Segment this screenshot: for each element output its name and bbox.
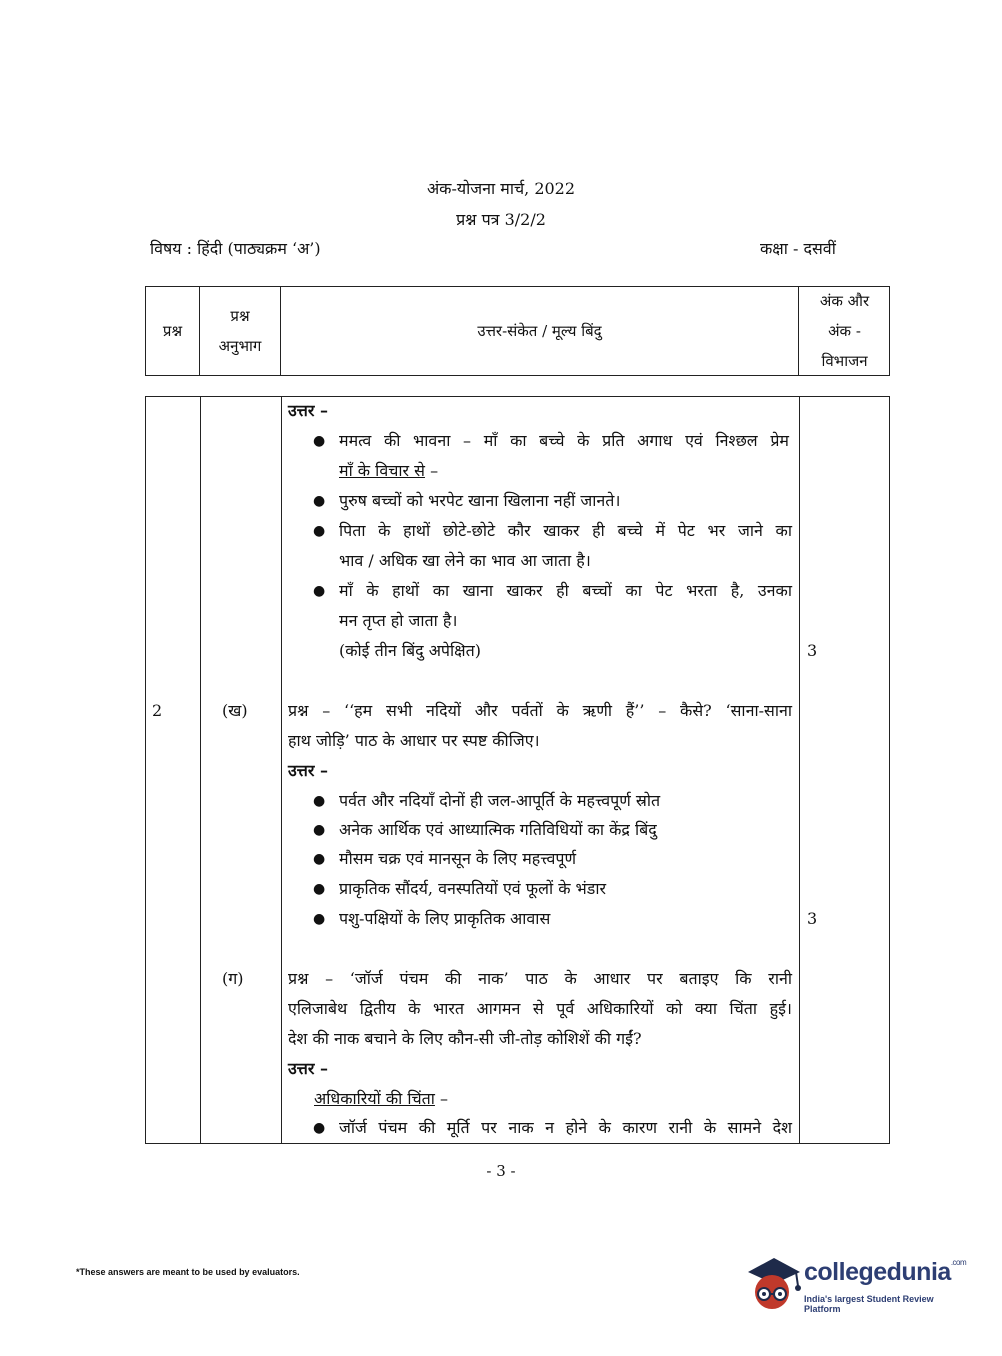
answer-note: (कोई तीन बिंदु अपेक्षित): [339, 641, 481, 660]
column-divider: [281, 397, 282, 1143]
bullet-icon: ●: [313, 523, 326, 539]
bullet-icon: ●: [313, 851, 326, 867]
bullet-icon: ●: [313, 793, 326, 809]
header-section-col: प्रश्न अनुभाग: [200, 287, 281, 375]
header-answer-col: उत्तर-संकेत / मूल्य बिंदु: [281, 287, 799, 375]
question-text: प्रश्न – ‘जॉर्ज पंचम की नाक’ पाठ के आधार पर बताइए कि रानी: [288, 969, 792, 988]
question-text-continued: देश की नाक बचाने के लिए कौन-सी जी-तोड़ कोशिशें की गईं?: [288, 1029, 642, 1048]
column-divider: [799, 397, 800, 1143]
answer-point: जॉर्ज पंचम की मूर्ति पर नाक न होने के कारण रानी के सामने देश: [339, 1118, 792, 1137]
bullet-icon: ●: [313, 583, 326, 599]
answer-table: [145, 396, 890, 1144]
answer-point-continued: मन तृप्त हो जाता है।: [339, 611, 458, 630]
class-label: कक्षा - दसवीं: [760, 239, 836, 258]
marks-value: 3: [807, 641, 818, 660]
answer-label: उत्तर –: [288, 1059, 328, 1078]
answer-point: प्राकृतिक सौंदर्य, वनस्पतियों एवं फूलों के भंडार: [339, 879, 607, 898]
answer-point: ममत्व की भावना – माँ का बच्चे के प्रति अगाध एवं निश्छल प्रेम: [339, 431, 789, 450]
answer-point: मौसम चक्र एवं मानसून के लिए महत्त्वपूर्ण: [339, 849, 577, 868]
bullet-icon: ●: [313, 822, 326, 838]
question-section: (ग): [222, 969, 244, 988]
answer-label: उत्तर –: [288, 761, 328, 780]
bullet-icon: ●: [313, 881, 326, 897]
evaluator-footnote: *These answers are meant to be used by evaluators.: [76, 1267, 300, 1277]
collegedunia-logo[interactable]: [742, 1250, 972, 1315]
answer-point: पिता के हाथों छोटे-छोटे कौर खाकर ही बच्चे में पेट भर जाने का: [339, 521, 792, 540]
table-header: [145, 286, 890, 376]
header-marks-col: अंक और अंक - विभाजन: [819, 292, 870, 370]
bullet-icon: ●: [313, 433, 326, 449]
page-number: - 3 -: [486, 1162, 516, 1180]
bullet-icon: ●: [313, 493, 326, 509]
marks-value: 3: [807, 909, 818, 928]
document-title: अंक-योजना मार्च, 2022: [426, 179, 576, 198]
column-divider: [200, 397, 201, 1143]
answer-label: उत्तर –: [288, 401, 328, 420]
answer-point: माँ के हाथों का खाना खाकर ही बच्चों का पेट भरता है, उनका: [339, 581, 792, 600]
paper-code: प्रश्न पत्र 3/2/2: [456, 210, 546, 229]
question-text-continued: एलिजाबेथ द्वितीय के भारत आगमन से पूर्व अधिकारियों को क्या चिंता हुई।: [288, 999, 792, 1018]
brand-tagline: India's largest Student Review Platform: [804, 1294, 934, 1314]
answer-subheading: अधिकारियों की चिंता –: [314, 1089, 449, 1108]
question-text-continued: हाथ जोड़ि’ पाठ के आधार पर स्पष्ट कीजिए।: [288, 731, 540, 750]
answer-point: अनेक आर्थिक एवं आध्यात्मिक गतिविधियों का केंद्र बिंदु: [339, 820, 657, 839]
bullet-icon: ●: [313, 911, 326, 927]
answer-point: पुरुष बच्चों को भरपेट खाना खिलाना नहीं जानते।: [339, 491, 621, 510]
question-text: प्रश्न – ‘‘हम सभी नदियों और पर्वतों के ऋणी हैं’’ – कैसे? ‘साना-साना: [288, 701, 792, 720]
bullet-icon: ●: [313, 1120, 326, 1136]
question-number: 2: [152, 701, 163, 720]
mascot-icon: [742, 1250, 802, 1315]
brand-name: collegedunia$^{.com}$: [804, 1258, 967, 1286]
answer-point-continued: भाव / अधिक खा लेने का भाव आ जाता है।: [339, 551, 591, 570]
header-question-col: प्रश्न: [146, 287, 200, 375]
subject-label: विषय : हिंदी (पाठ्यक्रम ‘अ’): [150, 239, 321, 258]
answer-subheading: माँ के विचार से –: [339, 461, 439, 480]
answer-point: पर्वत और नदियाँ दोनों ही जल-आपूर्ति के महत्त्वपूर्ण स्रोत: [339, 791, 661, 810]
answer-point: पशु-पक्षियों के लिए प्राकृतिक आवास: [339, 909, 551, 928]
question-section: (ख): [222, 701, 248, 720]
